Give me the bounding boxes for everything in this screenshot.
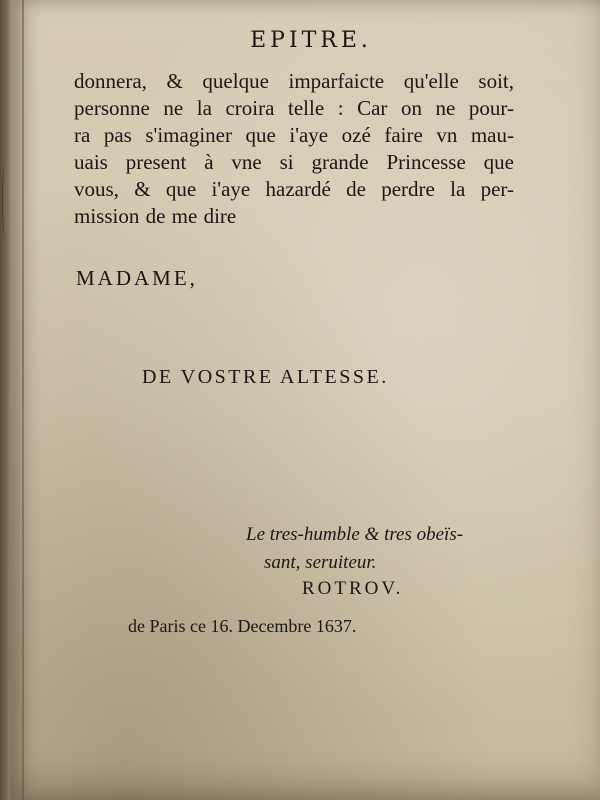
text-line: vous, & que i'aye hazardé de perdre la per- xyxy=(74,177,514,201)
author-name: ROTROV. xyxy=(302,578,404,599)
page-edge xyxy=(22,0,24,800)
text-line: donnera, & quelque imparfaicte qu'elle soit, xyxy=(74,69,514,93)
signature-line-1: Le tres-humble & tres obeïs- xyxy=(246,524,464,545)
running-head: EPITRE. xyxy=(250,28,372,53)
book-page xyxy=(10,0,600,800)
signature-line-2: sant, seruiteur. xyxy=(264,552,377,573)
date-line: de Paris ce 16. Decembre 1637. xyxy=(128,616,357,636)
salutation: MADAME, xyxy=(76,266,198,290)
text-line: mission de me dire xyxy=(74,204,237,228)
dedication-text xyxy=(74,68,514,230)
closing-formula: DE VOSTRE ALTESSE. xyxy=(142,366,389,388)
text-line: personne ne la croira telle : Car on ne pour- xyxy=(74,96,514,120)
text-line: uais present à vne si grande Princesse que xyxy=(74,150,514,174)
text-line: ra pas s'imaginer que i'aye ozé faire vn mau- xyxy=(74,123,514,147)
